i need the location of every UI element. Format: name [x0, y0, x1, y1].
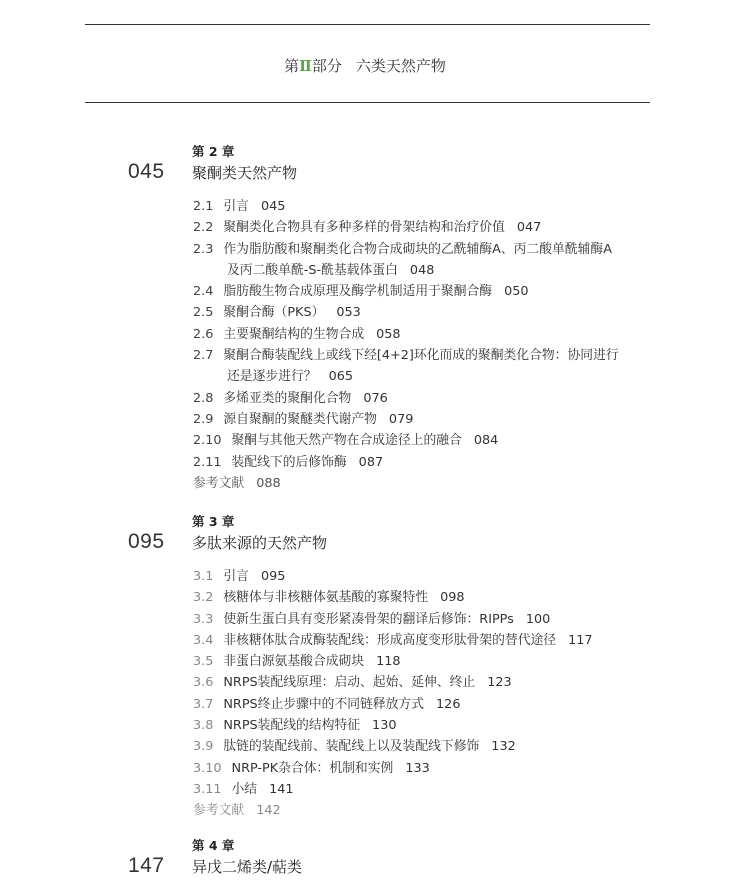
section-list [193, 196, 663, 494]
section-title: 引言 [223, 569, 249, 584]
toc-entry[interactable] [193, 672, 663, 693]
section-number: 3.9 [193, 739, 214, 755]
chapter-page-number[interactable]: 095 [128, 530, 165, 553]
part-name: 六类天然产物 [355, 57, 446, 75]
section-page-number: 133 [405, 760, 430, 776]
section-page-number: 123 [487, 675, 512, 691]
section-number: 2.7 [193, 348, 214, 364]
toc-entry[interactable] [193, 388, 663, 409]
section-title: 核糖体与非核糖体氨基酸的寡聚特性 [223, 590, 429, 606]
section-title-continued: 及丙二酸单酰-S-酰基载体蛋白 [227, 262, 398, 278]
chapter-label: 第 3 章 [192, 514, 235, 529]
section-number: 3.5 [193, 654, 214, 670]
section-page-number: 130 [372, 718, 397, 734]
section-number: 3.3 [193, 611, 214, 627]
chapter-page-number[interactable]: 147 [128, 854, 165, 877]
section-page-number: 118 [376, 654, 401, 670]
section-number: 3.6 [193, 675, 214, 691]
section-number: 2.3 [193, 241, 214, 257]
chapter-page-number[interactable]: 045 [128, 160, 165, 183]
section-title: 聚酮与其他天然产物在合成途径上的融合 [231, 433, 462, 449]
toc-entry[interactable] [193, 345, 663, 366]
toc-entry[interactable] [193, 196, 663, 217]
section-page-number: 141 [269, 781, 294, 797]
references-entry[interactable] [193, 800, 663, 821]
toc-entry[interactable] [193, 736, 663, 757]
section-number: 3.8 [193, 718, 214, 734]
section-title: 非蛋白源氨基酸合成砌块 [223, 654, 365, 670]
section-title: NRP-PK杂合体：机制和实例 [231, 760, 394, 776]
section-number: 3.11 [193, 781, 222, 797]
part-prefix: 第 [284, 57, 300, 75]
chapter-title[interactable]: 异戊二烯类/萜类 [192, 858, 303, 876]
section-page-number: 098 [440, 590, 465, 606]
section-title: 肽链的装配线前、装配线上以及装配线下修饰 [223, 739, 480, 755]
section-page-number: 053 [336, 305, 361, 321]
section-number: 2.2 [193, 220, 214, 236]
section-title: 聚酮类化合物具有多种多样的骨架结构和治疗价值 [223, 220, 505, 236]
section-number: 3.2 [193, 590, 214, 606]
toc-entry[interactable] [193, 694, 663, 715]
toc-entry[interactable] [193, 430, 663, 451]
section-page-number: 076 [363, 390, 388, 406]
section-page-number: 050 [504, 284, 529, 300]
section-number: 2.9 [193, 411, 214, 427]
toc-entry[interactable] [193, 566, 663, 587]
part-roman-numeral: Ⅱ [299, 57, 312, 75]
section-number: 3.7 [193, 696, 214, 712]
toc-entry-continuation[interactable] [193, 366, 663, 387]
toc-entry-continuation[interactable] [193, 260, 663, 281]
section-title: 聚酮合酶装配线上或线下经[4+2]环化而成的聚酮类化合物：协同进行 [223, 348, 619, 364]
section-page-number: 065 [328, 369, 354, 385]
section-title: NRPS装配线原理：启动、起始、延伸、终止 [223, 675, 476, 691]
section-title: 源自聚酮的聚醚类代谢产物 [223, 411, 377, 427]
section-title: 多烯亚类的聚酮化合物 [223, 390, 352, 406]
section-page-number: 045 [260, 199, 286, 214]
section-number: 2.11 [193, 454, 222, 470]
toc-entry[interactable] [193, 324, 663, 345]
chapter-label: 第 4 章 [192, 838, 235, 853]
section-title-continued: 还是逐步进行？ [227, 369, 317, 385]
section-title: 使新生蛋白具有变形紧凑骨架的翻译后修饰：RIPPs [223, 611, 514, 627]
section-title: 聚酮合酶（PKS） [223, 305, 325, 321]
references-entry[interactable] [193, 473, 663, 494]
toc-entry[interactable] [193, 779, 663, 800]
toc-entry[interactable] [193, 630, 663, 651]
section-page-number: 048 [409, 262, 435, 278]
section-page-number: 084 [473, 433, 499, 449]
toc-entry[interactable] [193, 758, 663, 779]
section-number: 2.10 [193, 433, 222, 449]
section-title: 引言 [223, 199, 249, 214]
section-page-number: 047 [516, 220, 542, 236]
section-title: 装配线下的后修饰酶 [231, 454, 347, 470]
toc-entry[interactable] [193, 217, 663, 238]
section-page-number: 058 [376, 326, 401, 342]
top-rule [85, 24, 650, 25]
section-title: 小结 [231, 781, 258, 797]
section-title: NRPS终止步骤中的不同链释放方式 [223, 696, 425, 712]
chapter-title[interactable]: 聚酮类天然产物 [192, 164, 298, 182]
section-list [193, 566, 663, 822]
section-title: 非核糖体肽合成酶装配线：形成高度变形肽骨架的替代途径 [223, 632, 557, 648]
toc-entry[interactable] [193, 452, 663, 473]
section-number: 2.6 [193, 326, 214, 342]
chapter-title[interactable]: 多肽来源的天然产物 [192, 534, 328, 552]
section-number: 3.1 [193, 569, 214, 584]
toc-entry[interactable] [193, 239, 663, 260]
references-label: 参考文献 [193, 475, 245, 491]
toc-entry[interactable] [193, 651, 663, 672]
section-number: 3.10 [193, 760, 222, 776]
section-number: 2.1 [193, 199, 214, 214]
toc-entry[interactable] [193, 302, 663, 323]
section-number: 2.4 [193, 284, 214, 300]
toc-entry[interactable] [193, 715, 663, 736]
toc-entry[interactable] [193, 409, 663, 430]
section-page-number: 079 [388, 411, 414, 427]
chapter-label: 第 2 章 [192, 144, 235, 159]
references-page-number: 142 [256, 803, 281, 819]
section-number: 3.4 [193, 632, 214, 648]
bottom-rule [85, 102, 650, 103]
part-suffix: 部分 [311, 57, 342, 75]
references-page-number: 088 [256, 475, 281, 491]
toc-entry[interactable] [193, 587, 663, 608]
section-title: 主要聚酮结构的生物合成 [223, 326, 365, 342]
references-label: 参考文献 [193, 803, 245, 819]
part-title [0, 55, 730, 76]
section-number: 2.8 [193, 390, 214, 406]
section-number: 2.5 [193, 305, 214, 321]
section-page-number: 126 [436, 696, 461, 712]
section-page-number: 132 [491, 739, 516, 755]
section-page-number: 095 [260, 569, 286, 584]
toc-entry[interactable] [193, 609, 663, 630]
section-title: 作为脂肪酸和聚酮类化合物合成砌块的乙酰辅酶A、丙二酸单酰辅酶A [223, 241, 612, 257]
toc-entry[interactable] [193, 281, 663, 302]
section-title: 脂肪酸生物合成原理及酶学机制适用于聚酮合酶 [223, 284, 493, 300]
section-title: NRPS装配线的结构特征 [223, 718, 361, 734]
section-page-number: 087 [358, 454, 384, 470]
section-page-number: 100 [525, 611, 551, 627]
section-page-number: 117 [568, 632, 593, 648]
